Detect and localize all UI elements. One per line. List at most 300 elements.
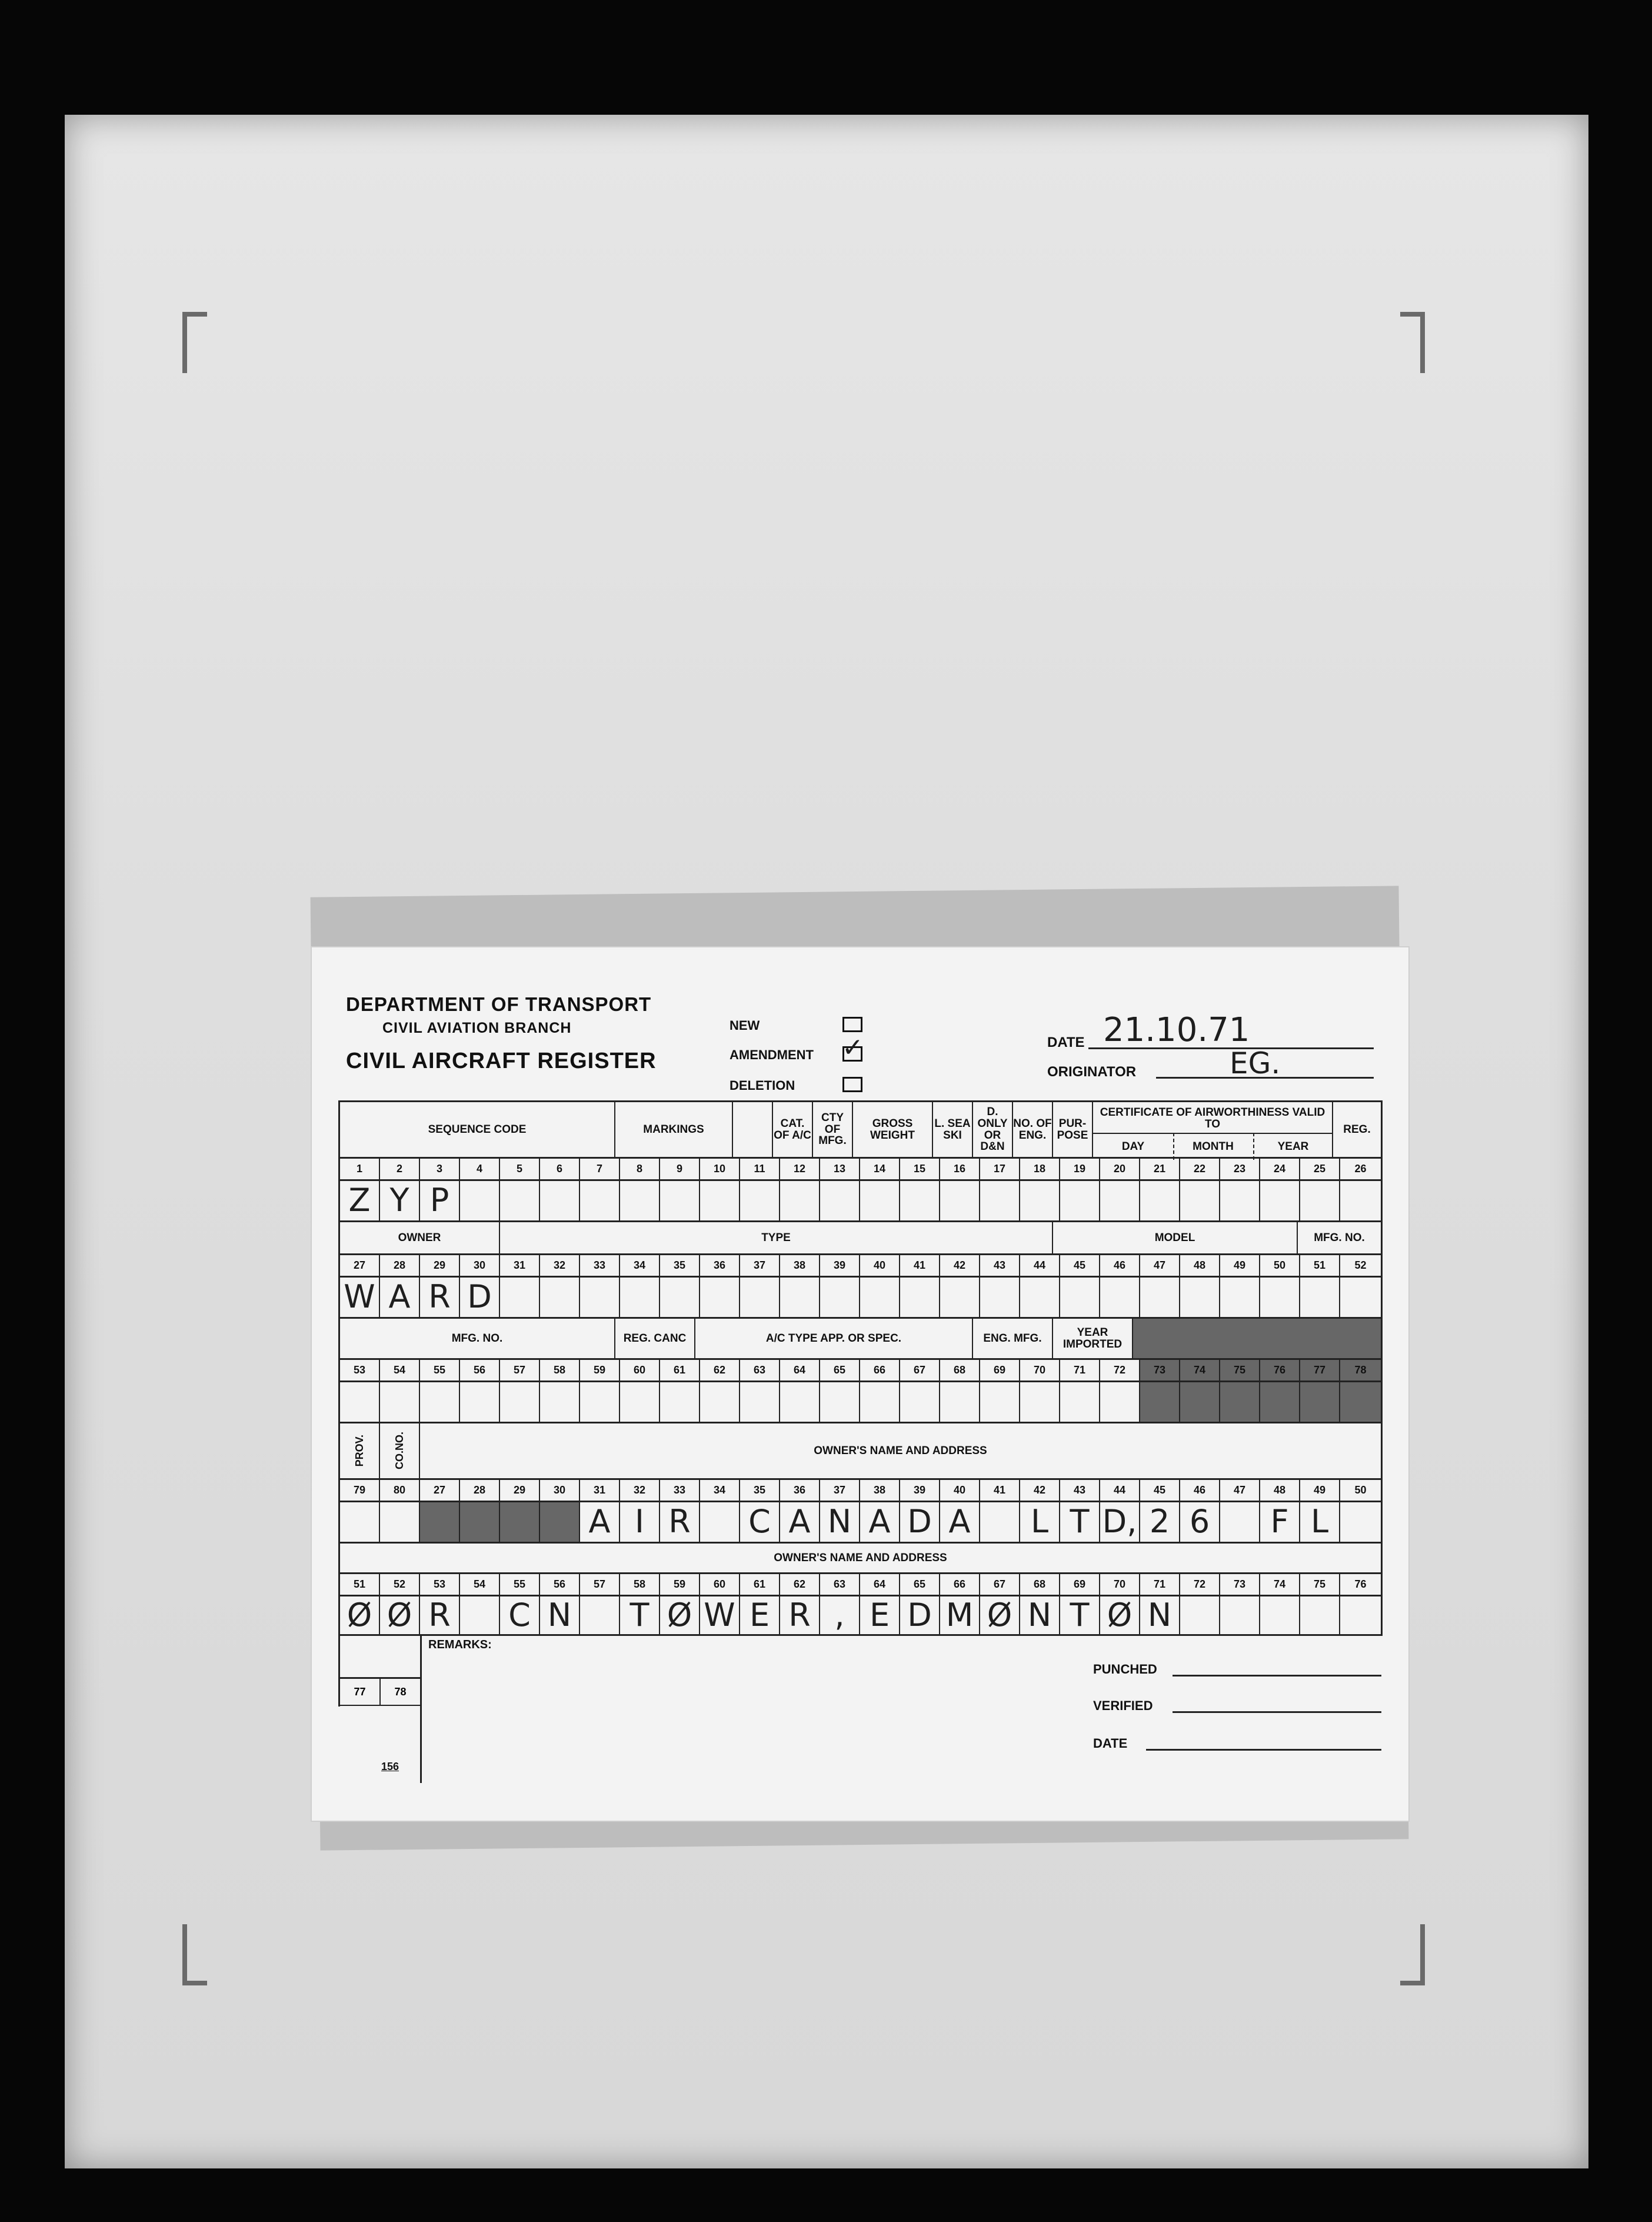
row4-values-cell[interactable]	[1220, 1502, 1260, 1542]
row5-numbers-cell: 55	[500, 1574, 540, 1595]
row3-values-cell[interactable]	[860, 1382, 900, 1422]
row4-numbers-cell: 48	[1260, 1480, 1300, 1501]
remarks-left-spacer	[340, 1636, 420, 1665]
row4-numbers-cell: 41	[980, 1480, 1020, 1501]
row3-numbers-cell: 75	[1220, 1360, 1260, 1381]
row1-numbers-cell: 16	[940, 1159, 980, 1179]
row3-values-cell[interactable]	[380, 1382, 420, 1422]
row5-values-cell[interactable]: Ø	[1100, 1596, 1140, 1634]
row2-numbers-cell: 42	[940, 1255, 980, 1276]
day-night-header: D. ONLY OR D&N	[973, 1102, 1013, 1157]
engines-header: NO. OF ENG.	[1013, 1102, 1053, 1157]
row5-values-cell[interactable]: N	[1140, 1596, 1180, 1634]
row5-values-cell[interactable]	[1180, 1596, 1220, 1634]
row3-numbers-cell: 77	[1300, 1360, 1340, 1381]
row3-numbers-cell: 67	[900, 1360, 940, 1381]
row4-numbers-cell: 29	[500, 1480, 540, 1501]
row5-values-cell[interactable]: Ø	[980, 1596, 1020, 1634]
row4-values-cell[interactable]: L	[1020, 1502, 1060, 1542]
row3-values	[338, 1381, 1383, 1422]
row2-values-cell[interactable]: R	[420, 1278, 460, 1317]
row3-numbers-cell: 54	[380, 1360, 420, 1381]
row2-values-cell[interactable]	[1180, 1278, 1220, 1317]
row1-values-cell[interactable]	[1180, 1181, 1220, 1220]
row2-numbers-cell: 30	[460, 1255, 500, 1276]
row5-values-cell[interactable]	[1340, 1596, 1381, 1634]
row2-values-cell[interactable]	[820, 1278, 860, 1317]
row4-numbers-cell: 50	[1354, 1484, 1367, 1496]
row2-values-cell[interactable]	[1100, 1278, 1140, 1317]
new-checkbox[interactable]	[842, 1017, 862, 1032]
row5-values-cell[interactable]: T	[1060, 1596, 1100, 1634]
row3-numbers-cell: 59	[580, 1360, 620, 1381]
row5-numbers-cell: 75	[1300, 1574, 1340, 1595]
department-heading: DEPARTMENT OF TRANSPORT	[346, 993, 652, 1015]
row3-values-cell[interactable]	[1340, 1382, 1381, 1422]
row4-values-cell[interactable]	[420, 1502, 460, 1542]
row3-values-cell[interactable]	[940, 1382, 980, 1422]
row4-values-cell[interactable]: A	[780, 1502, 820, 1542]
row4-values-cell[interactable]: C	[740, 1502, 780, 1542]
verified-line	[1173, 1711, 1381, 1713]
footer-date-line	[1146, 1749, 1381, 1751]
province-label: PROV.	[353, 1435, 365, 1467]
row1-values-cell[interactable]	[940, 1181, 980, 1220]
row4-numbers-cell: 79	[340, 1480, 380, 1501]
row3-numbers-cell: 66	[860, 1360, 900, 1381]
footer-num-77: 77	[340, 1679, 381, 1705]
row3-numbers-cell: 74	[1180, 1360, 1220, 1381]
row3-values-cell[interactable]	[1020, 1382, 1060, 1422]
row1-values-cell[interactable]	[1140, 1181, 1180, 1220]
row4-values-cell[interactable]	[380, 1502, 420, 1542]
row4-numbers-cell: 46	[1180, 1480, 1220, 1501]
row3-values-cell[interactable]	[1220, 1382, 1260, 1422]
row5-numbers-cell: 53	[420, 1574, 460, 1595]
row2-values-cell[interactable]	[1220, 1278, 1260, 1317]
row4-values-cell[interactable]: F	[1260, 1502, 1300, 1542]
date-value: 21.10.71	[1103, 1011, 1250, 1049]
reg-header: REG.	[1343, 1123, 1371, 1136]
row3-numbers-cell: 76	[1260, 1360, 1300, 1381]
model-header: MODEL	[1053, 1222, 1298, 1253]
row1-values-cell[interactable]	[500, 1181, 540, 1220]
row4-values-cell[interactable]: A	[860, 1502, 900, 1542]
row1-values-cell[interactable]	[860, 1181, 900, 1220]
month-subheader: MONTH	[1173, 1133, 1254, 1160]
row5-values-cell[interactable]	[1220, 1596, 1260, 1634]
row3-values-cell[interactable]	[1180, 1382, 1220, 1422]
row2-values-cell[interactable]	[780, 1278, 820, 1317]
company-no-header	[380, 1423, 420, 1478]
row2-values-cell[interactable]: A	[380, 1278, 420, 1317]
row5-numbers-cell: 67	[980, 1574, 1020, 1595]
row3-values-cell[interactable]	[700, 1382, 740, 1422]
row5-numbers-cell: 69	[1060, 1574, 1100, 1595]
row4-numbers-cell: 40	[940, 1480, 980, 1501]
row5-values-cell[interactable]	[1300, 1596, 1340, 1634]
row5-values	[338, 1595, 1383, 1636]
row2-numbers-cell: 39	[820, 1255, 860, 1276]
row5-values-cell[interactable]	[580, 1596, 620, 1634]
crop-mark-bottom-right	[1400, 1924, 1425, 1985]
row1-numbers-cell: 2	[380, 1159, 420, 1179]
crop-mark-top-left	[182, 312, 207, 373]
row3-values-cell[interactable]	[1140, 1382, 1180, 1422]
row5-values-cell[interactable]: T	[620, 1596, 660, 1634]
row1-values-cell[interactable]	[1020, 1181, 1060, 1220]
mfg-no-header: MFG. NO.	[1314, 1231, 1365, 1244]
row1-values-cell[interactable]	[700, 1181, 740, 1220]
row2-values-cell[interactable]	[1060, 1278, 1100, 1317]
row2-values-cell[interactable]	[660, 1278, 700, 1317]
originator-value: EG.	[1230, 1046, 1281, 1080]
register-grid	[338, 1100, 1383, 1772]
province-header	[340, 1423, 380, 1478]
row3-numbers-cell: 57	[500, 1360, 540, 1381]
row3-values-cell[interactable]	[620, 1382, 660, 1422]
row2-numbers-cell: 35	[660, 1255, 700, 1276]
row4-values-cell[interactable]	[540, 1502, 580, 1542]
row2-numbers-cell: 32	[540, 1255, 580, 1276]
row3-values-cell[interactable]	[660, 1382, 700, 1422]
row5-values-cell[interactable]: ,	[820, 1596, 860, 1634]
row3-numbers-cell: 65	[820, 1360, 860, 1381]
row3-numbers-cell: 64	[780, 1360, 820, 1381]
gross-weight-header: GROSS WEIGHT	[853, 1102, 933, 1157]
row3-numbers-cell: 69	[980, 1360, 1020, 1381]
row4-numbers-cell: 28	[460, 1480, 500, 1501]
row5-numbers-cell: 71	[1140, 1574, 1180, 1595]
row2-numbers-cell: 49	[1220, 1255, 1260, 1276]
row1-header	[338, 1100, 1383, 1157]
type-approval-header: A/C TYPE APP. OR SPEC.	[695, 1319, 973, 1358]
row3-values-cell[interactable]	[740, 1382, 780, 1422]
row2-numbers-cell: 31	[500, 1255, 540, 1276]
row2-numbers-cell: 40	[860, 1255, 900, 1276]
row1-numbers-cell: 17	[980, 1159, 1020, 1179]
row4-numbers-cell: 45	[1140, 1480, 1180, 1501]
row3-values-cell[interactable]	[980, 1382, 1020, 1422]
row1-numbers-cell: 8	[620, 1159, 660, 1179]
footer-area	[338, 1636, 1383, 1772]
row5-values-cell[interactable]: R	[780, 1596, 820, 1634]
row1-values-cell[interactable]	[1060, 1181, 1100, 1220]
row4-values	[338, 1501, 1383, 1542]
row5-values-cell[interactable]: D	[900, 1596, 940, 1634]
row3-values-cell[interactable]	[1060, 1382, 1100, 1422]
row1-values-cell[interactable]	[1340, 1181, 1381, 1220]
row2-numbers-cell: 50	[1260, 1255, 1300, 1276]
row5-values-cell[interactable]: E	[740, 1596, 780, 1634]
row5-values-cell[interactable]	[460, 1596, 500, 1634]
remarks-label: REMARKS:	[428, 1638, 492, 1651]
row5-numbers-cell: 61	[740, 1574, 780, 1595]
row5-values-cell[interactable]: M	[940, 1596, 980, 1634]
row5-values-cell[interactable]: R	[420, 1596, 460, 1634]
row1-numbers-cell: 13	[820, 1159, 860, 1179]
row5-numbers-cell: 52	[380, 1574, 420, 1595]
row1-values	[338, 1179, 1383, 1220]
row2-numbers-cell: 51	[1300, 1255, 1340, 1276]
row2-values-cell[interactable]	[940, 1278, 980, 1317]
row4-values-cell[interactable]: I	[620, 1502, 660, 1542]
row4-values-cell[interactable]	[460, 1502, 500, 1542]
type-header: TYPE	[500, 1222, 1053, 1253]
row1-numbers-cell: 24	[1260, 1159, 1300, 1179]
row1-values-cell[interactable]	[1220, 1181, 1260, 1220]
row3-header	[338, 1317, 1383, 1358]
new-label: NEW	[730, 1018, 760, 1033]
row2-numbers-cell: 41	[900, 1255, 940, 1276]
row2-numbers-cell: 38	[780, 1255, 820, 1276]
reg-canc-header: REG. CANC	[615, 1319, 695, 1358]
row3-numbers-cell: 78	[1340, 1360, 1381, 1381]
row2-numbers-cell: 27	[340, 1255, 380, 1276]
row1-numbers-cell: 1	[340, 1159, 380, 1179]
row1-values-cell[interactable]: Z	[340, 1181, 380, 1220]
mfg-no-header-2: MFG. NO.	[340, 1319, 615, 1358]
row2-values-cell[interactable]: W	[340, 1278, 380, 1317]
row2-values-cell[interactable]	[1020, 1278, 1060, 1317]
row4-values-cell[interactable]	[700, 1502, 740, 1542]
footer-num-78: 78	[394, 1685, 407, 1698]
row3-values-cell[interactable]	[1260, 1382, 1300, 1422]
row3-numbers-cell: 62	[700, 1360, 740, 1381]
row4-values-cell[interactable]: R	[660, 1502, 700, 1542]
crop-mark-bottom-left	[182, 1924, 207, 1985]
row5-numbers-cell: 65	[900, 1574, 940, 1595]
row2-values	[338, 1276, 1383, 1317]
row3-values-cell[interactable]	[1300, 1382, 1340, 1422]
row2-values-cell[interactable]	[1140, 1278, 1180, 1317]
row4-values-cell[interactable]: 6	[1180, 1502, 1220, 1542]
row3-values-cell[interactable]	[580, 1382, 620, 1422]
row1-numbers-cell: 25	[1300, 1159, 1340, 1179]
row5-values-cell[interactable]: Ø	[340, 1596, 380, 1634]
sequence-code-header: SEQUENCE CODE	[340, 1102, 615, 1157]
row1-numbers-cell: 11	[740, 1159, 780, 1179]
row1-values-cell[interactable]: P	[420, 1181, 460, 1220]
row4-values-cell[interactable]: 2	[1140, 1502, 1180, 1542]
row1-values-cell[interactable]	[780, 1181, 820, 1220]
row4-numbers-cell: 43	[1060, 1480, 1100, 1501]
row4-numbers	[338, 1478, 1383, 1501]
checkmark-icon: ✓	[842, 1033, 864, 1063]
row3-numbers-cell: 56	[460, 1360, 500, 1381]
owner-header: OWNER	[340, 1222, 500, 1253]
row2-values-cell[interactable]	[860, 1278, 900, 1317]
row1-numbers-cell: 26	[1354, 1163, 1367, 1175]
row4-values-cell[interactable]: T	[1060, 1502, 1100, 1542]
row4-values-cell[interactable]: A	[940, 1502, 980, 1542]
row1-values-cell[interactable]	[1300, 1181, 1340, 1220]
row4-numbers-cell: 34	[700, 1480, 740, 1501]
row4-values-cell[interactable]	[980, 1502, 1020, 1542]
row2-values-cell[interactable]	[700, 1278, 740, 1317]
footer-number-cells	[340, 1677, 420, 1706]
row1-values-cell[interactable]	[540, 1181, 580, 1220]
row2-numbers-cell: 47	[1140, 1255, 1180, 1276]
footer-date-label: DATE	[1093, 1736, 1128, 1751]
row4-values-cell[interactable]	[500, 1502, 540, 1542]
row5-values-cell[interactable]: E	[860, 1596, 900, 1634]
row1-values-cell[interactable]	[740, 1181, 780, 1220]
row2-header	[338, 1220, 1383, 1253]
row5-numbers-cell: 70	[1100, 1574, 1140, 1595]
row4-numbers-cell: 37	[820, 1480, 860, 1501]
row5-numbers-cell: 64	[860, 1574, 900, 1595]
row1-values-cell[interactable]	[580, 1181, 620, 1220]
row1-values-cell[interactable]	[820, 1181, 860, 1220]
row5-header	[338, 1542, 1383, 1572]
row3-numbers-cell: 53	[340, 1360, 380, 1381]
row5-values-cell[interactable]: W	[700, 1596, 740, 1634]
row3-values-cell[interactable]	[340, 1382, 380, 1422]
row5-numbers-cell: 72	[1180, 1574, 1220, 1595]
row5-numbers-cell: 73	[1220, 1574, 1260, 1595]
row5-numbers-cell: 59	[660, 1574, 700, 1595]
row3-values-cell[interactable]	[500, 1382, 540, 1422]
row5-values-cell[interactable]: C	[500, 1596, 540, 1634]
row1-numbers-cell: 12	[780, 1159, 820, 1179]
date-label: DATE	[1047, 1035, 1085, 1050]
row3-values-cell[interactable]	[540, 1382, 580, 1422]
row3-numbers-cell: 55	[420, 1360, 460, 1381]
row2-numbers-cell: 29	[420, 1255, 460, 1276]
row1-values-cell[interactable]	[900, 1181, 940, 1220]
row5-numbers-cell: 57	[580, 1574, 620, 1595]
row5-values-cell[interactable]: Ø	[380, 1596, 420, 1634]
row2-numbers-cell: 36	[700, 1255, 740, 1276]
row4-numbers-cell: 47	[1220, 1480, 1260, 1501]
airworthiness-header	[1093, 1102, 1333, 1157]
category-header: CAT. OF A/C	[773, 1102, 813, 1157]
row1-values-cell[interactable]	[980, 1181, 1020, 1220]
row5-numbers-cell: 66	[940, 1574, 980, 1595]
row2-values-cell[interactable]	[900, 1278, 940, 1317]
row3-numbers-cell: 72	[1100, 1360, 1140, 1381]
deletion-label: DELETION	[730, 1078, 795, 1093]
row2-numbers-cell: 44	[1020, 1255, 1060, 1276]
row1-values-cell[interactable]	[1100, 1181, 1140, 1220]
row5-numbers-cell: 62	[780, 1574, 820, 1595]
owner-name-address-header-2: OWNER'S NAME AND ADDRESS	[774, 1551, 947, 1564]
row2-numbers-cell: 28	[380, 1255, 420, 1276]
row1-numbers-cell: 7	[580, 1159, 620, 1179]
branch-heading: CIVIL AVIATION BRANCH	[382, 1020, 572, 1036]
row2-numbers-cell: 43	[980, 1255, 1020, 1276]
row2-values-cell[interactable]	[620, 1278, 660, 1317]
form-number: 156	[381, 1761, 399, 1772]
row1-numbers-cell: 23	[1220, 1159, 1260, 1179]
row3-numbers	[338, 1358, 1383, 1381]
row5-numbers	[338, 1572, 1383, 1595]
row2-values-cell[interactable]	[1300, 1278, 1340, 1317]
row2-values-cell[interactable]	[980, 1278, 1020, 1317]
row1-numbers-cell: 18	[1020, 1159, 1060, 1179]
form-title: CIVIL AIRCRAFT REGISTER	[346, 1049, 657, 1073]
row1-numbers-cell: 3	[420, 1159, 460, 1179]
deletion-checkbox[interactable]	[842, 1077, 862, 1092]
row3-values-cell[interactable]	[900, 1382, 940, 1422]
row4-numbers-cell: 31	[580, 1480, 620, 1501]
row2-values-cell[interactable]	[500, 1278, 540, 1317]
row1-values-cell[interactable]	[1260, 1181, 1300, 1220]
row5-numbers-cell: 63	[820, 1574, 860, 1595]
amendment-checkbox[interactable]	[842, 1033, 864, 1063]
row1-numbers-cell: 9	[660, 1159, 700, 1179]
row3-numbers-cell: 61	[660, 1360, 700, 1381]
row4-header	[338, 1422, 1383, 1478]
row1-numbers-cell: 10	[700, 1159, 740, 1179]
row3-numbers-cell: 60	[620, 1360, 660, 1381]
row3-numbers-cell: 58	[540, 1360, 580, 1381]
row1-numbers-cell: 20	[1100, 1159, 1140, 1179]
row1-values-cell[interactable]: Y	[380, 1181, 420, 1220]
blank-header	[733, 1102, 773, 1157]
row4-values-cell[interactable]	[1340, 1502, 1381, 1542]
row1-values-cell[interactable]	[620, 1181, 660, 1220]
row1-values-cell[interactable]	[660, 1181, 700, 1220]
row2-numbers-cell: 46	[1100, 1255, 1140, 1276]
row5-numbers-cell: 54	[460, 1574, 500, 1595]
row3-values-cell[interactable]	[780, 1382, 820, 1422]
row1-numbers-cell: 21	[1140, 1159, 1180, 1179]
row5-values-cell[interactable]: N	[1020, 1596, 1060, 1634]
row5-numbers-cell: 74	[1260, 1574, 1300, 1595]
row3-values-cell[interactable]	[1100, 1382, 1140, 1422]
row5-values-cell[interactable]	[1260, 1596, 1300, 1634]
airworthiness-title: CERTIFICATE OF AIRWORTHINESS VALID TO	[1100, 1106, 1325, 1130]
row2-values-cell[interactable]	[740, 1278, 780, 1317]
row2-values-cell[interactable]	[540, 1278, 580, 1317]
row1-numbers	[338, 1157, 1383, 1179]
row2-values-cell[interactable]	[580, 1278, 620, 1317]
row4-values-cell[interactable]: A	[580, 1502, 620, 1542]
row5-values-cell[interactable]: N	[540, 1596, 580, 1634]
row4-numbers-cell: 27	[420, 1480, 460, 1501]
row3-values-cell[interactable]	[820, 1382, 860, 1422]
row3-numbers-cell: 73	[1140, 1360, 1180, 1381]
row2-numbers-cell: 37	[740, 1255, 780, 1276]
row5-numbers-cell: 60	[700, 1574, 740, 1595]
row1-values-cell[interactable]	[460, 1181, 500, 1220]
sea-ski-header: L. SEA SKI	[933, 1102, 973, 1157]
row2-numbers-cell: 48	[1180, 1255, 1220, 1276]
crop-mark-top-right	[1400, 312, 1425, 373]
row4-values-cell[interactable]: D,	[1100, 1502, 1140, 1542]
markings-header: MARKINGS	[615, 1102, 733, 1157]
row2-numbers	[338, 1253, 1383, 1276]
row4-numbers-cell: 44	[1100, 1480, 1140, 1501]
year-imported-header: YEAR IMPORTED	[1053, 1319, 1133, 1358]
row2-values-cell[interactable]	[1340, 1278, 1381, 1317]
row2-values-cell[interactable]: D	[460, 1278, 500, 1317]
punched-line	[1173, 1675, 1381, 1677]
row5-values-cell[interactable]: Ø	[660, 1596, 700, 1634]
row4-values-cell[interactable]	[340, 1502, 380, 1542]
row5-numbers-cell: 76	[1354, 1578, 1367, 1591]
row4-numbers-cell: 38	[860, 1480, 900, 1501]
row2-values-cell[interactable]	[1260, 1278, 1300, 1317]
row3-values-cell[interactable]	[420, 1382, 460, 1422]
row3-numbers-cell: 68	[940, 1360, 980, 1381]
row4-values-cell[interactable]: L	[1300, 1502, 1340, 1542]
row4-values-cell[interactable]: N	[820, 1502, 860, 1542]
row4-values-cell[interactable]: D	[900, 1502, 940, 1542]
row3-values-cell[interactable]	[460, 1382, 500, 1422]
